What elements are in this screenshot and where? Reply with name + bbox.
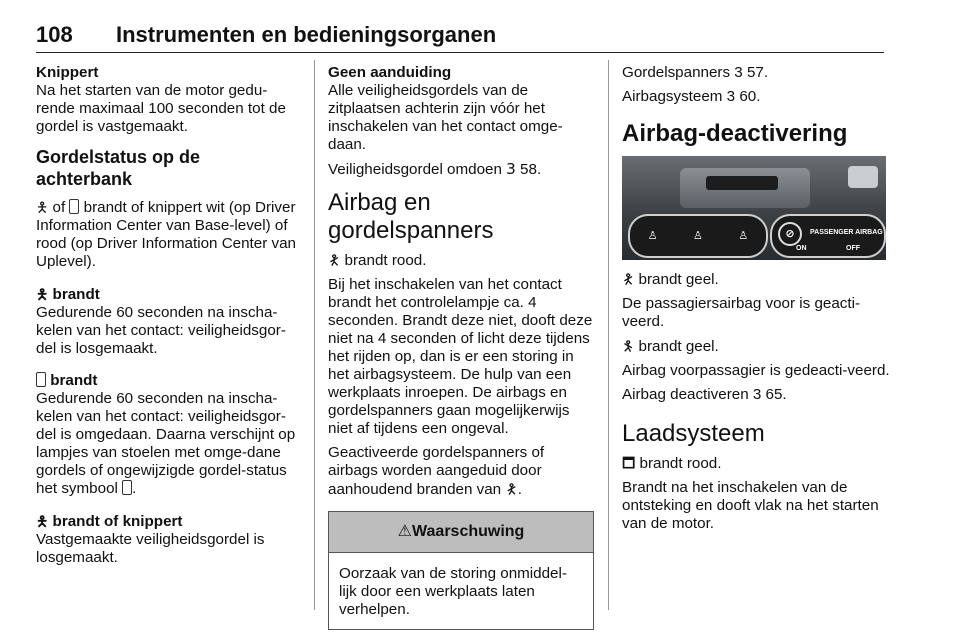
warning-text: Oorzaak van de storing onmiddel-lijk door een werkplaats laten verhelpen. xyxy=(339,565,567,618)
blink-heading: Knippert xyxy=(36,64,99,81)
blink-text: Na het starten van de motor gedu-rende maximaal 100 seconden tot de gordel is vastgemaakt. xyxy=(36,82,286,135)
blink2-text: Vastgemaakte veiligheidsgordel is losgemaakt. xyxy=(36,531,265,566)
yellow2-text: Airbag voorpassagier is gedeacti-veerd. xyxy=(622,362,890,379)
no-indication-text: Alle veiligheidsgordels van de zitplaatsen achterin zijn vóór het inschakelen van het contact omge-daan. xyxy=(328,82,563,153)
seatbelt-person-icon: 🯅 xyxy=(36,513,49,529)
no-indication-heading: Geen aanduiding xyxy=(328,64,452,81)
airbag-switch-photo xyxy=(622,156,886,260)
charging-heading: Laadsysteem xyxy=(622,420,765,447)
seat-icon: ♙ xyxy=(693,230,703,242)
rear-seatbelt-inset xyxy=(628,214,768,258)
lit2-text: Gedurende 60 seconden na inscha-kelen van het contact: veiligheidsgor-del is omgedaan. Daarna verschijnt op lampjes van stoelen met omge-dane gordels of ongewijzigde gordel-status het symbool . xyxy=(36,390,296,497)
seatbelt-reference: Veiligheidsgordel omdoen 3 58. xyxy=(328,160,542,178)
lit-text: Gedurende 60 seconden na inscha-kelen van het contact: veiligheidsgor-del is losgemaakt. xyxy=(36,304,286,357)
page-title: Instrumenten en bedieningsorganen xyxy=(116,22,497,47)
yellow2-line: 🯈 brandt geel. xyxy=(622,338,719,355)
passenger-airbag-label: PASSENGER AIRBAG xyxy=(810,229,883,236)
seatbelt-person-icon: 🯅 xyxy=(36,286,49,302)
off-label: OFF xyxy=(846,245,860,252)
charging-lit: 🗖 brandt rood. xyxy=(622,455,722,472)
page-header xyxy=(36,16,884,53)
airbag-lit: 🯇 brandt rood. xyxy=(328,252,427,269)
deactivate-reference: Airbag deactiveren 3 65. xyxy=(622,386,787,403)
airbag-off-icon: ⊘ xyxy=(778,222,802,246)
arrow-icon: 3 xyxy=(726,88,736,105)
airbag-system-reference: Airbagsysteem 3 60. xyxy=(622,88,761,105)
arrow-icon: 3 xyxy=(734,64,743,81)
airbag-icon: 🯇 xyxy=(505,481,518,497)
page-number: 108 xyxy=(36,22,73,47)
arrow-icon: 3 xyxy=(506,160,516,178)
column-divider xyxy=(608,60,609,610)
lit2-heading: brandt xyxy=(36,372,298,390)
on-label: ON xyxy=(796,245,807,252)
deactivation-heading: Airbag-deactivering xyxy=(622,120,848,147)
airbag-text: Bij het inschakelen van het contact brandt het controlelampje ca. 4 seconden. Brandt deze niet, dooft deze niet na 4 seconden of licht deze tijdens het rijden op, dan is er een storing in het airbagsysteem. De hulp van een werkplaats inroepen. De airbags en gordelspanners gaan mogelijkerwijs niet af tijdens een ongeval. xyxy=(328,276,593,437)
blink2-heading: 🯅 brandt of knippert xyxy=(36,513,183,530)
activated-text: Geactiveerde gordelspanners of airbags worden aangeduid door aanhoudend branden van 🯇. xyxy=(328,444,545,498)
seat-icon: ♙ xyxy=(738,230,749,242)
lit-heading: 🯅 brandt xyxy=(36,286,100,303)
column-3 xyxy=(622,64,894,533)
passenger-airbag-inset xyxy=(770,214,886,258)
airbag-on-icon: 🯇 xyxy=(622,271,635,287)
yellow1-line: 🯇 brandt geel. xyxy=(622,271,719,288)
airbag-heading: Airbag en gordelspanners xyxy=(328,189,494,244)
column-1 xyxy=(36,64,298,567)
rear-status-heading: Gordelstatus op de achterbank xyxy=(36,147,201,189)
column-divider xyxy=(314,60,315,610)
rear-status-text: 🯅 of brandt of knippert wit (op Driver Information Center van Base-level) of rood (op Driver Information Center van Uplevel). xyxy=(36,199,296,270)
pretensioner-reference: Gordelspanners 3 57. xyxy=(622,64,769,81)
seat-icon: ♙ xyxy=(647,230,658,242)
charging-text: Brandt na het inschakelen van de ontsteking en dooft vlak na het starten van de motor. xyxy=(622,479,879,532)
warning-header xyxy=(329,512,593,553)
warning-triangle-icon: ⚠ xyxy=(397,523,413,540)
airbag-icon: 🯇 xyxy=(328,252,341,268)
seatbelt-box-icon xyxy=(36,372,46,387)
seatbelt-box-icon xyxy=(69,199,79,214)
warning-box xyxy=(328,511,594,630)
warning-title: Waarschuwing xyxy=(412,523,525,540)
arrow-icon: 3 xyxy=(752,386,762,403)
yellow1-text: De passagiersairbag voor is geacti-veerd. xyxy=(622,295,861,330)
airbag-off-icon: 🯈 xyxy=(622,338,635,354)
column-2 xyxy=(328,64,594,630)
seatbelt-box-icon xyxy=(122,480,132,495)
battery-icon: 🗖 xyxy=(622,455,636,471)
seatbelt-person-icon: 🯅 xyxy=(36,199,49,215)
